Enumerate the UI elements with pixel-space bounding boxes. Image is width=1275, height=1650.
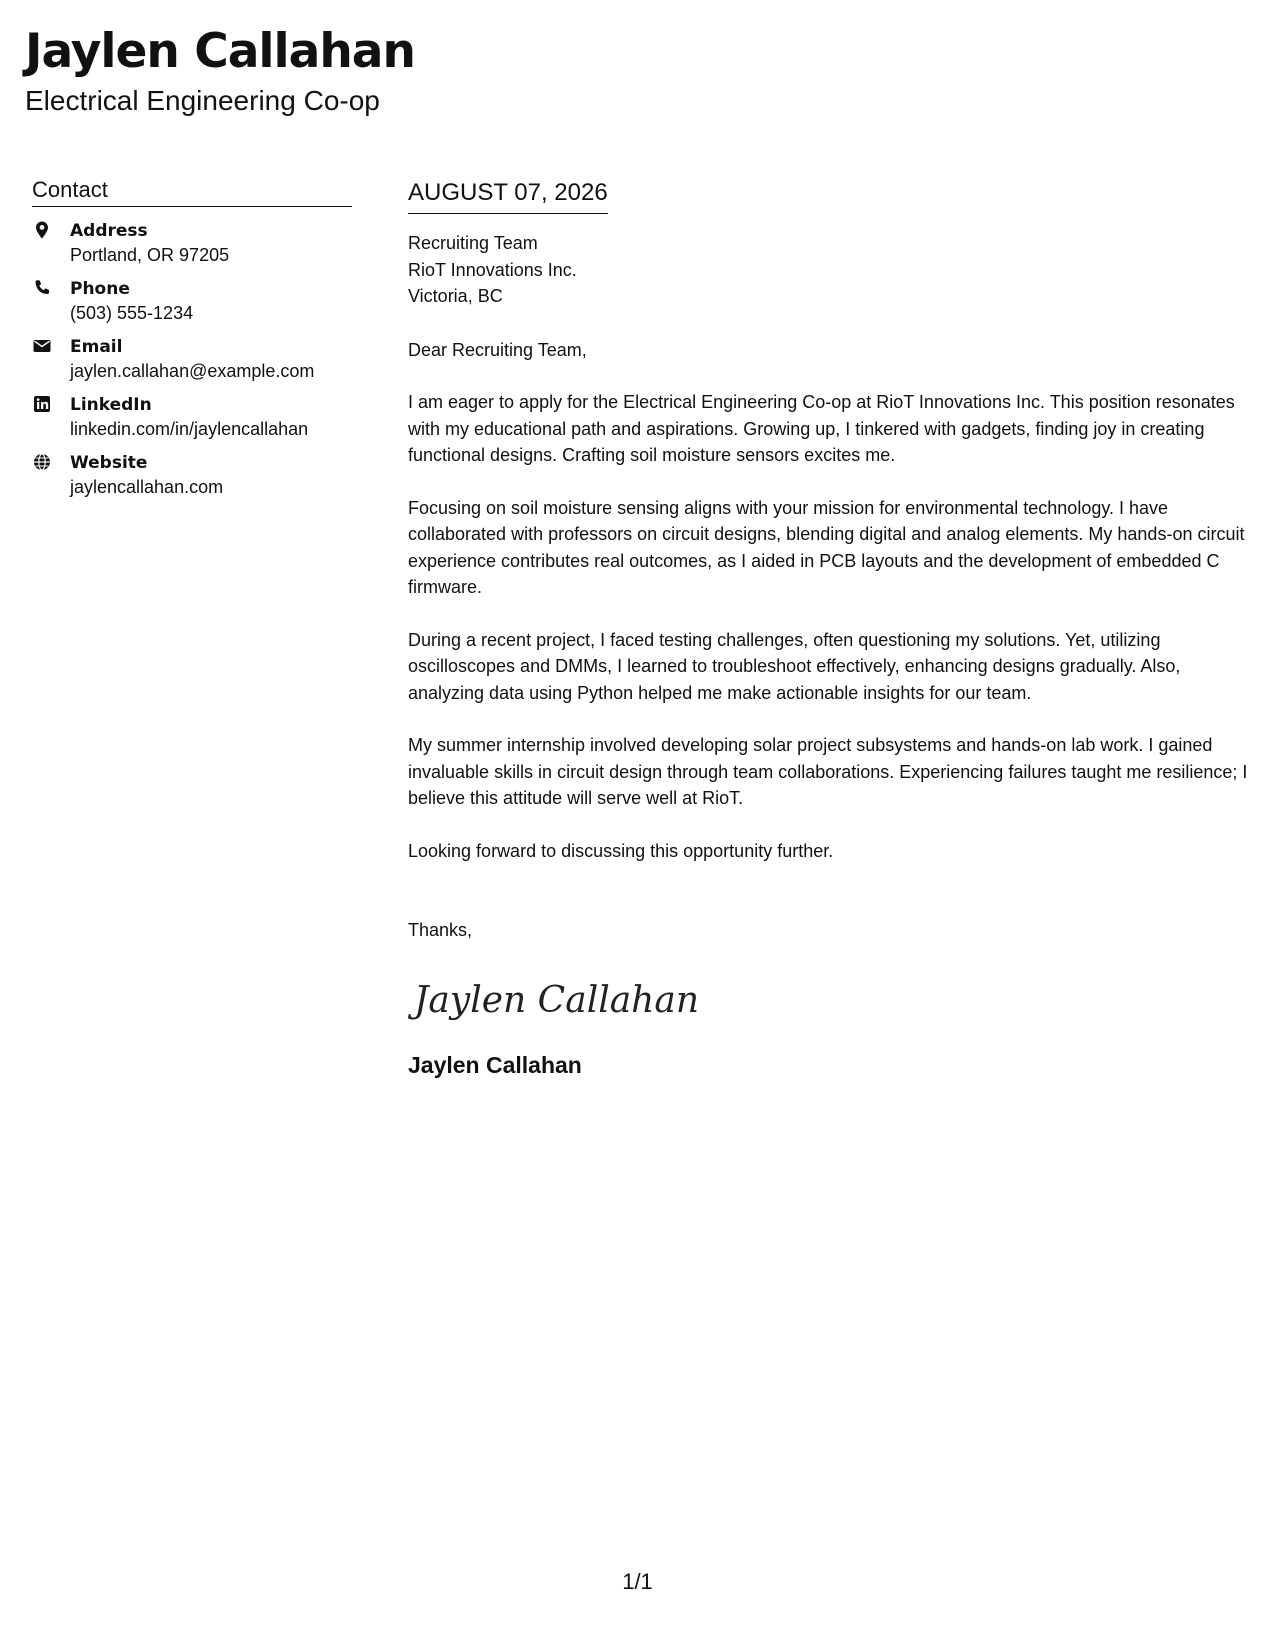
handwritten-signature: [408, 970, 1258, 1028]
contact-item-phone: [32, 277, 352, 326]
signature-text: Jaylen Callahan: [414, 979, 700, 1021]
contact-item-linkedin: [32, 393, 352, 442]
contact-item-website: [32, 451, 352, 500]
applicant-role: Electrical Engineering Co-op: [25, 85, 380, 116]
contact-label: Email: [70, 337, 123, 357]
contact-item-address: [32, 219, 352, 268]
phone-icon: [32, 277, 70, 326]
letter-paragraph: My summer internship involved developing solar project subsystems and hands-on lab work. I gained invaluable skills in circuit design through team collaborations. Experiencing failures taught me resilience; I believe this attitude will serve well at RioT.: [408, 735, 1248, 808]
contact-label: Website: [70, 453, 148, 473]
recipient-line: Recruiting Team: [408, 233, 538, 253]
globe-icon: [32, 451, 70, 500]
printed-name: Jaylen Callahan: [408, 1051, 582, 1078]
contact-item-email: [32, 335, 352, 384]
salutation: Dear Recruiting Team,: [408, 339, 587, 360]
recipient-line: Victoria, BC: [408, 286, 503, 306]
envelope-icon: [32, 335, 70, 384]
letter-paragraph: I am eager to apply for the Electrical Engineering Co-op at RioT Innovations Inc. This position resonates with my educational path and aspirations. Growing up, I tinkered with gadgets, finding joy in creating functional designs. Crafting soil moisture sensors excites me.: [408, 392, 1235, 465]
applicant-name: Jaylen Callahan: [25, 24, 415, 79]
letter-paragraph: During a recent project, I faced testing challenges, often questioning my solutions. Yet, utilizing oscilloscopes and DMMs, I learned to troubleshoot effectively, enhancing designs gradually. Also, analyzing data using Python helped me make actionable insights for our team.: [408, 629, 1181, 703]
letter-header: [25, 20, 415, 118]
recipient-line: RioT Innovations Inc.: [408, 259, 577, 280]
contact-value: linkedin.com/in/jaylencallahan: [70, 419, 309, 439]
recipient-block: [408, 230, 1258, 310]
closing: Thanks,: [408, 920, 473, 940]
contact-value: Portland, OR 97205: [70, 245, 230, 265]
contact-value: jaylen.callahan@example.com: [70, 361, 315, 381]
contact-value: jaylencallahan.com: [70, 477, 224, 497]
map-pin-icon: [32, 219, 70, 268]
letter-date: AUGUST 07, 2026: [408, 176, 608, 214]
contact-label: LinkedIn: [70, 395, 152, 415]
contact-sidebar: [32, 176, 352, 509]
contact-label: Address: [70, 221, 148, 241]
letter-paragraph: Focusing on soil moisture sensing aligns with your mission for environmental technology. I have collaborated with professors on circuit designs, blending digital and analog elements. My hands-on circuit experience contributes real outcomes, as I aided in PCB layouts and the development of embedded C firmware.: [408, 497, 1245, 597]
linkedin-icon: [32, 393, 70, 442]
contact-value: (503) 555-1234: [70, 303, 194, 323]
letter-body: [408, 176, 1258, 1080]
letter-paragraph: Looking forward to discussing this opportunity further.: [408, 840, 834, 861]
contact-heading: Contact: [32, 176, 352, 207]
page-number: 1/1: [622, 1569, 653, 1594]
contact-label: Phone: [70, 279, 130, 299]
